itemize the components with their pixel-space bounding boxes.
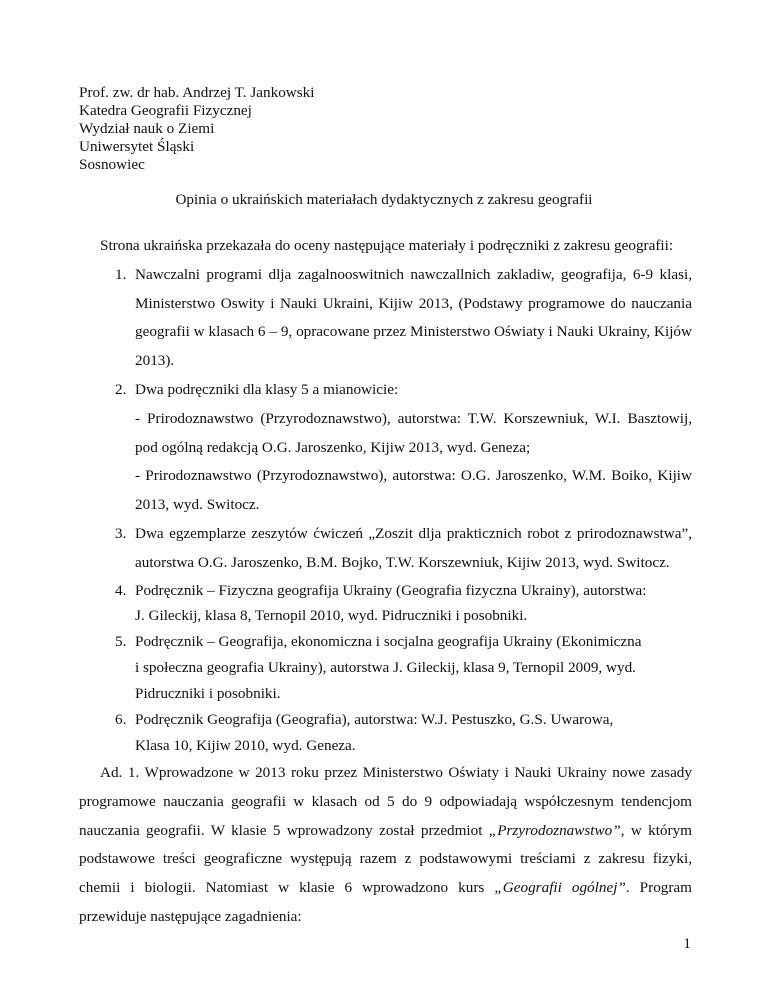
list-item-line: Podręcznik – Geografija, ekonomiczna i socjalna geografija Ukrainy (Ekonimiczna	[135, 633, 642, 651]
list-item-text: Dwa podręczniki dla klasy 5 a mianowicie:	[135, 380, 399, 398]
faculty: Wydział nauk o Ziemi	[79, 120, 215, 137]
list-item-number: 4.	[115, 581, 127, 599]
ad-emphasis: „Przyrodoznawstwo”	[488, 821, 621, 839]
ad-emphasis: „Geografii ogólnej”	[494, 879, 626, 897]
author-header	[79, 84, 315, 174]
list-item-number: 1.	[115, 265, 127, 283]
list-item	[79, 629, 692, 707]
ad-text: , w którym podstawowe treści geograficzne występują razem z podstawowymi treściami z zakresu fizyki, chemii i biologii. Natomiast w klasie 6 wprowadzono kurs	[79, 821, 692, 897]
list-item-text: Nawczalni programi dlja zagalnooswitnich nawczallnich zakladiw, geografija, 6-9 klasi, Ministerstwo Oswity i Nauki Ukraini, Kijiw 2013, (Podstawy programowe do nauczania geografii w klasach 6 – 9, opracowane przez Ministerstwo Oświaty i Nauki Ukrainy, Kijów 2013).	[135, 265, 692, 370]
list-item-line: Pidruczniki i posobniki.	[135, 685, 281, 703]
ad-text: Ad. 1. Wprowadzone w 2013 roku przez Ministerstwo Oświaty i Nauki Ukrainy nowe zasady programowe nauczania geografii w klasach od 5 do 9 odpowiadają współczesnym tendencjom nauczania geografii. W klasie 5 wprowadzony został przedmiot	[79, 763, 692, 839]
intro-paragraph: Strona ukraińska przekazała do oceny następujące materiały i podręczniki z zakresu geografii:	[100, 237, 674, 254]
document-body	[79, 232, 692, 932]
list-item	[79, 261, 692, 376]
sub-item: - Prirodoznawstwo (Przyrodoznawstwo), autorstwa: O.G. Jaroszenko, W.M. Boiko, Kijiw 2013, wyd. Switocz.	[135, 467, 692, 514]
list-item-line: Klasa 10, Kijiw 2010, wyd. Geneza.	[135, 737, 356, 754]
list-item-line: Podręcznik – Fizyczna geografija Ukrainy (Geografia fizyczna Ukrainy), autorstwa:	[135, 581, 647, 599]
list-item	[79, 707, 692, 759]
city: Sosnowiec	[79, 156, 145, 173]
university: Uniwersytet Śląski	[79, 138, 195, 155]
ad-text: . Program przewiduje następujące zagadnienia:	[79, 879, 692, 925]
department: Katedra Geografii Fizycznej	[79, 102, 252, 119]
list-item-number: 6.	[115, 711, 127, 729]
author-name: Prof. zw. dr hab. Andrzej T. Jankowski	[79, 84, 315, 101]
page-number: 1	[683, 935, 691, 952]
list-item-number: 5.	[115, 633, 127, 651]
list-item-line: i społeczna geografia Ukrainy), autorstwa J. Gileckij, klasa 9, Ternopil 2009, wyd.	[135, 659, 636, 677]
list-item	[79, 578, 692, 630]
document-title: Opinia o ukraińskich materiałach dydaktycznych z zakresu geografii	[175, 191, 593, 208]
sub-item: - Prirodoznawstwo (Przyrodoznawstwo), autorstwa: T.W. Korszewniuk, W.I. Basztowij, pod ogólną redakcją O.G. Jaroszenko, Kijiw 2013, wyd. Geneza;	[135, 409, 692, 456]
list-item	[79, 520, 692, 578]
list-item-line: J. Gileckij, klasa 8, Ternopil 2010, wyd. Pidruczniki i posobniki.	[135, 607, 528, 625]
list-item-line: Podręcznik Geografija (Geografia), autorstwa: W.J. Pestuszko, G.S. Uwarowa,	[135, 711, 614, 729]
ad-1-paragraph	[79, 759, 692, 932]
list-item-number: 2.	[115, 380, 127, 398]
list-item-number: 3.	[115, 524, 127, 542]
materials-list	[79, 261, 692, 759]
list-item-text: Dwa egzemplarze zeszytów ćwiczeń „Zoszit dlja prakticznich robot z prirodoznawstwa”, autorstwa O.G. Jaroszenko, B.M. Bojko, T.W. Korszewniuk, Kijiw 2013, wyd. Switocz.	[135, 524, 692, 571]
list-item	[79, 376, 692, 520]
